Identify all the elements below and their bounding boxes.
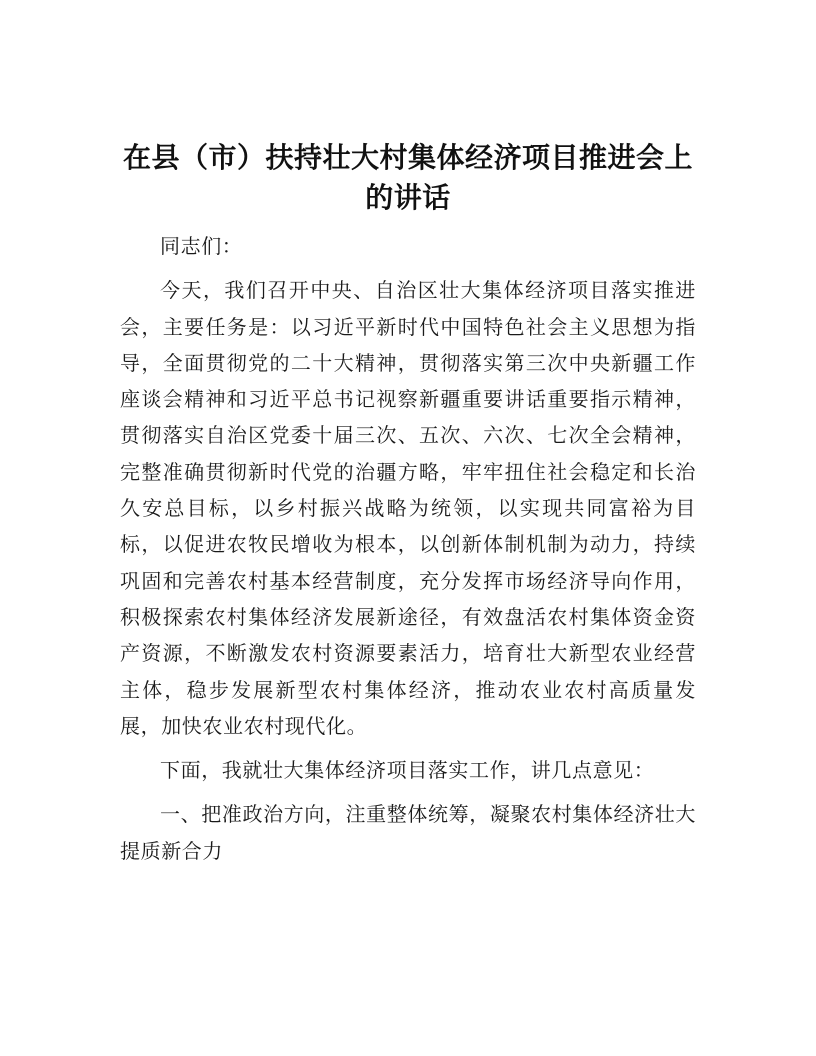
section-heading-1: 一、把准政治方向，注重整体统筹，凝聚农村集体经济壮大提质新合力 <box>120 802 696 863</box>
document-title: 在县（市）扶持壮大村集体经济项目推进会上的讲话 <box>122 141 693 214</box>
intro-paragraph: 今天，我们召开中央、自治区壮大集体经济项目落实推进会，主要任务是：以习近平新时代中国特色社会主义思想为指导，全面贯彻党的二十大精神，贯彻落实第三次中央新疆工作座谈会精神和习近平总书记视察新疆重要讲话重要指示精神，贯彻落实自治区党委十届三次、五次、六次、七次全会精神，完整准确贯彻新时代党的治疆方略，牢牢扭住社会稳定和长治久安总目标，以乡村振兴战略为统领，以实现共同富裕为目标，以促进农牧民增收为根本，以创新体制机制为动力，持续巩固和完善农村基本经营制度，充分发挥市场经济导向作用，积极探索农村集体经济发展新途径，有效盘活农村集体资金资产资源，不断激发农村资源要素活力，培育壮大新型农业经营主体，稳步发展新型农村集体经济，推动农业农村高质量发展，加快农业农村现代化。 <box>120 278 696 738</box>
transition-paragraph: 下面，我就壮大集体经济项目落实工作，讲几点意见： <box>160 758 655 783</box>
document-body <box>120 228 696 869</box>
salutation-paragraph: 同志们： <box>160 234 243 258</box>
